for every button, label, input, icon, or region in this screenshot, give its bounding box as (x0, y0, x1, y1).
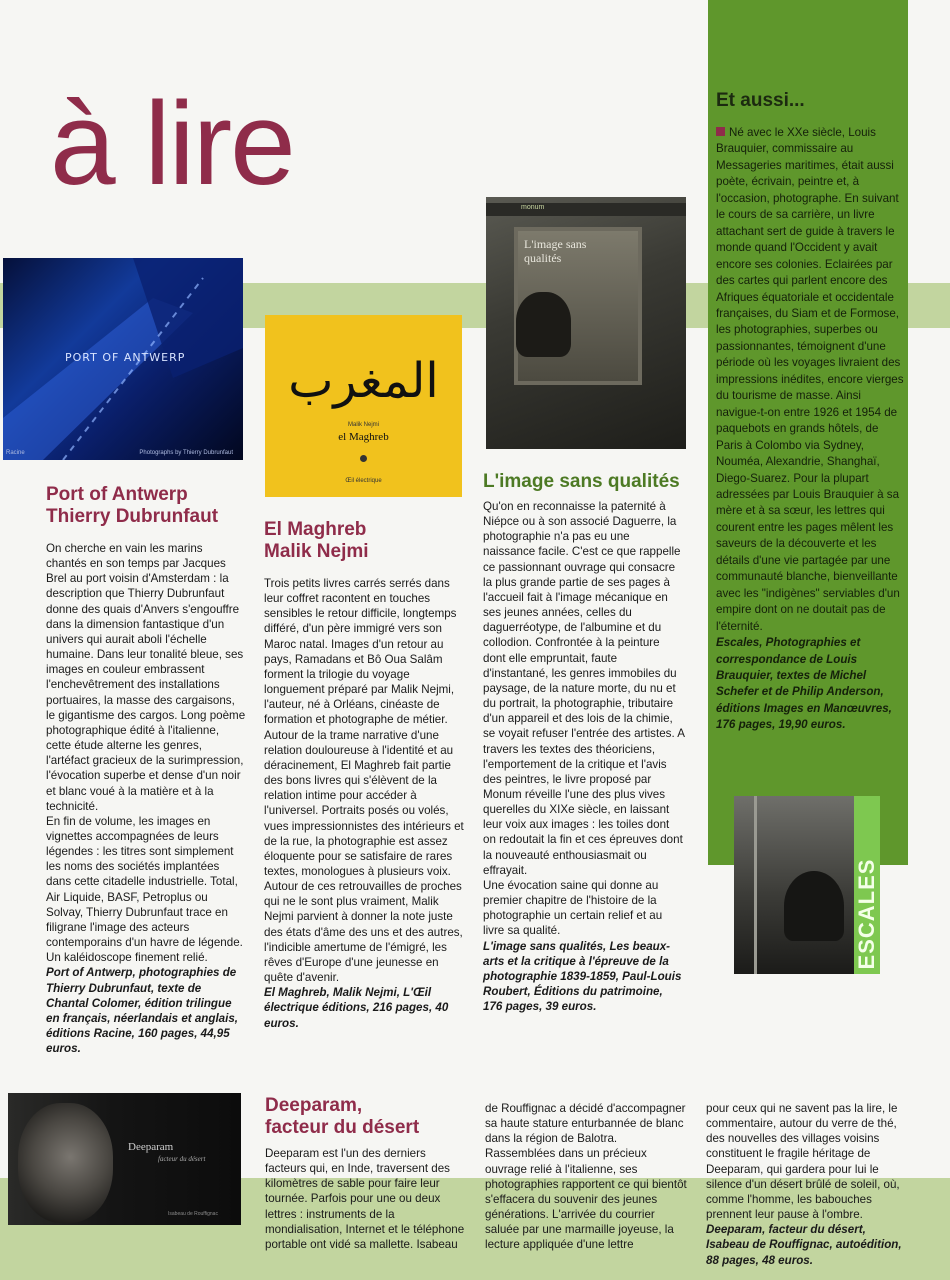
antwerp-cover (3, 258, 243, 460)
deeparam-col3-body: pour ceux qui ne savent pas la lire, le commentaire, autour du verre de thé, des nouvelles des villages voisins constituent le fragile héritage de Deeparam, qui gardera pour lui le silence d'un désert brûlé de soleil, où, comme l'homme, les babouches prennent leur pause à l'ombre. (706, 1102, 900, 1222)
image-cover-title: L'image sans qualités (524, 237, 587, 265)
deeparam-cover-face (18, 1103, 113, 1223)
maghreb-title (264, 519, 369, 563)
image-cover-band-label: monum (521, 204, 545, 211)
maghreb-cover-author: Malik Nejmi (347, 422, 379, 428)
antwerp-cover-title: PORT OF ANTWERP (65, 351, 186, 364)
image-cover-figure (516, 292, 571, 357)
maghreb-title-line2: Malik Nejmi (264, 541, 369, 562)
image-text (483, 499, 685, 1014)
maghreb-text (264, 576, 470, 1031)
maghreb-cover-title: el Maghreb (338, 431, 389, 443)
antwerp-credit: Port of Antwerp, photographies de Thierry Dubrunfaut, texte de Chantal Colomer, édition trilingue en français, néerlandais et anglais, éditions Racine, 160 pages, 44,95 euros. (46, 966, 239, 1056)
maghreb-cover-arabic: المغرب (288, 353, 439, 409)
page-title: à lire (50, 78, 294, 210)
aussi-title: Et aussi... (716, 90, 805, 111)
escales-cover-title: ESCALES (854, 858, 879, 970)
antwerp-cover-byline: Photographs by Thierry Dubrunfaut (139, 450, 233, 456)
aussi-text (716, 125, 904, 734)
deeparam-cover-author: Isabeau de Rouffignac (168, 1211, 218, 1217)
deeparam-col2: de Rouffignac a décidé d'accompagner sa haute stature enturbannée de blanc dans la région de Balotra. Rassemblées dans un précieux ouvrage relié à l'italienne, ses photographies rapportent ce qui bientôt s'effacera du souvenir des jeunes générations. L'arrivée du courrier saluée par une marmaille joyeuse, la lecture appliquée d'une lettre (485, 1102, 687, 1252)
escales-cover-mast (754, 796, 757, 974)
maghreb-cover-publisher: Œil électrique (345, 478, 382, 484)
maghreb-cover-ornament (360, 455, 367, 462)
deeparam-credit: Deeparam, facteur du désert, Isabeau de Rouffignac, autoédition, 88 pages, 48 euros. (706, 1223, 902, 1267)
image-cover (486, 197, 686, 449)
antwerp-body-2: En fin de volume, les images en vignettes accompagnées de leurs légendes : les titres sont simplement les noms des sociétés implantées dans cette citadelle industrielle. Total, Air Liquide, BASF, Petroplus ou Solvay, Thierry Dubrunfaut trace en filigrane l'image des acteurs contemporains d'un havre de légende. Un kaléidoscope finement relié. (46, 814, 243, 965)
antwerp-text (46, 541, 246, 1056)
image-credit: L'image sans qualités, Les beaux-arts et la critique à l'épreuve de la photographie 1839-1859, Paul-Louis Roubert, Éditions du patrimoine, 176 pages, 39 euros. (483, 939, 682, 1014)
aussi-credit: Escales, Photographies et correspondance de Louis Brauquier, textes de Michel Schefer et de Philip Anderson, éditions Images en Manœuvres, 176 pages, 19,90 euros. (716, 636, 892, 732)
maghreb-title-line1: El Maghreb (264, 519, 367, 540)
antwerp-body: On cherche en vain les marins chantés en son temps par Jacques Brel au port voisin d'Amsterdam : la description que Thierry Dubrunfaut donne des quais d'Anvers s'engouffre dans la dimension fantastique d'un univers qui aurait aboli l'échelle humaine. Dans leur tonalité bleue, ses images en couleur embrassent l'enchevêtrement des installations portuaires, la masse des cargaisons, le gigantisme des cargos. Long poème photographique édité à l'italienne, cette étude alterne les genres, l'artéfact gracieux de la surimpression, l'évocation superbe et dense d'un noir et blanc voué à la matière et à la technicité. (46, 542, 246, 813)
escales-cover (734, 796, 880, 974)
image-body-2: Une évocation saine qui donne au premier chapitre de l'histoire de la photographie un certain relief et au livre sa qualité. (483, 878, 663, 938)
deeparam-col3 (706, 1101, 908, 1268)
image-title: L'image sans qualités (483, 471, 680, 492)
image-cover-band (486, 203, 686, 216)
deeparam-title-line1: Deeparam, (265, 1095, 363, 1116)
antwerp-cover-badge: Racine (6, 450, 25, 456)
maghreb-body: Trois petits livres carrés serrés dans leur coffret racontent en touches sensibles le retour difficile, longtemps différé, d'un père immigré vers son Maroc natal. Images d'un retour au pays, Ramadans et Bô Oua Salâm forment la trilogie du voyage longuement préparé par Malik Nejmi, l'auteur, né à Orléans, cinéaste de formation et photographe de métier. Autour de la trame narrative d'une relation douloureuse à l'identité et au déracinement, El Maghreb fait partie des bons livres qui s'élèvent de la relation intime pour accéder à l'universel. Portraits posés ou volés, vues impressionnistes des intérieurs et de la rue, la photographie est assez éloquente pour se satisfaire de rares textes, monologues à plusieurs voix. Autour de ces retrouvailles de proches qui ne le sont plus vraiment, Malik Nejmi parvient à donner la note juste des états d'âme des uns et des autres, l'indicible amertume de l'émigré, les rêves d'Europe d'une jeunesse en quête d'avenir. (264, 577, 464, 985)
escales-cover-figure (784, 871, 844, 941)
deeparam-title (265, 1095, 419, 1139)
deeparam-cover-subtitle: facteur du désert (158, 1155, 206, 1163)
antwerp-title-line2: Thierry Dubrunfaut (46, 506, 219, 527)
aussi-body: Né avec le XXe siècle, Louis Brauquier, commissaire au Messageries maritimes, était aussi poète, écrivain, peintre et, à l'occasion, photographe. En suivant le cours de sa carrière, un livre attachant sert de guide à travers le monde quand l'Occident y avait encore ses colonies. Eclairées par des cartes qui parlent encore des Afriques équatoriale et occidentale françaises, du Siam et de Formose, les photographies, superbes ou passionnantes, témoignent d'une période où les voyages livraient des impressions inédites, encore vierges du tourisme de masse. Ainsi navigue-t-on entre 1926 et 1954 de paquebots en grands hôtels, de Paris à Colombo via Sydney, Nouméa, Alexandrie, Shanghaï, Diego-Suarez. Pour la plupart adressées par Louis Brauquier à sa mère et à sa sœur, les lettres qui courent entre les pages mêlent les saveurs de la découverte et les détails d'une vie partagée par une communauté blanche, bienveillante avec les "indigènes" serviables d'un empire dont on ne doutait pas de l'éternité. (716, 126, 904, 633)
maghreb-credit: El Maghreb, Malik Nejmi, L'Œil électrique éditions, 216 pages, 40 euros. (264, 986, 449, 1030)
maghreb-cover (265, 315, 462, 497)
deeparam-cover-title: Deeparam (128, 1141, 174, 1153)
deeparam-col1: Deeparam est l'un des derniers facteurs qui, en Inde, traversent des kilomètres de sable pour faire leur tournée. Parfois pour une ou deux lettres : instruments de la mondialisation, Internet et le téléphone portable ont vidé sa mallette. Isabeau (265, 1147, 465, 1251)
deeparam-title-line2: facteur du désert (265, 1117, 420, 1138)
antwerp-title-line1: Port of Antwerp (46, 484, 188, 505)
deeparam-cover (8, 1093, 241, 1225)
antwerp-title (46, 484, 218, 528)
aussi-bullet-icon (716, 127, 725, 136)
image-body: Qu'on en reconnaisse la paternité à Niépce ou à son associé Daguerre, la photographie n'a pas eu une naissance facile. C'est ce que rappelle ce passionnant ouvrage qui consacre la plus grande partie de ses pages à l'accueil fait à l'image mécanique en ses jeunes années, celles du daguerréotype, de l'albumine et du collodion. Confrontée à la peinture dont elle empruntait, faute d'instantané, les genres immobiles du paysage, de la nature morte, du nu et du portrait, la photographie, tributaire d'un appareil et des lois de la chimie, se voyait refuser l'entrée des artistes. A travers les textes des théoriciens, l'emportement de la critique et l'avis des peintres, le livre proposé par Monum réveille l'une des plus vives querelles du XIXe siècle, en laissant leur voix aux images : les toiles dont on redoutait la fin et ces épreuves dont la nouveauté enthousiasmait ou effrayait. (483, 500, 685, 877)
